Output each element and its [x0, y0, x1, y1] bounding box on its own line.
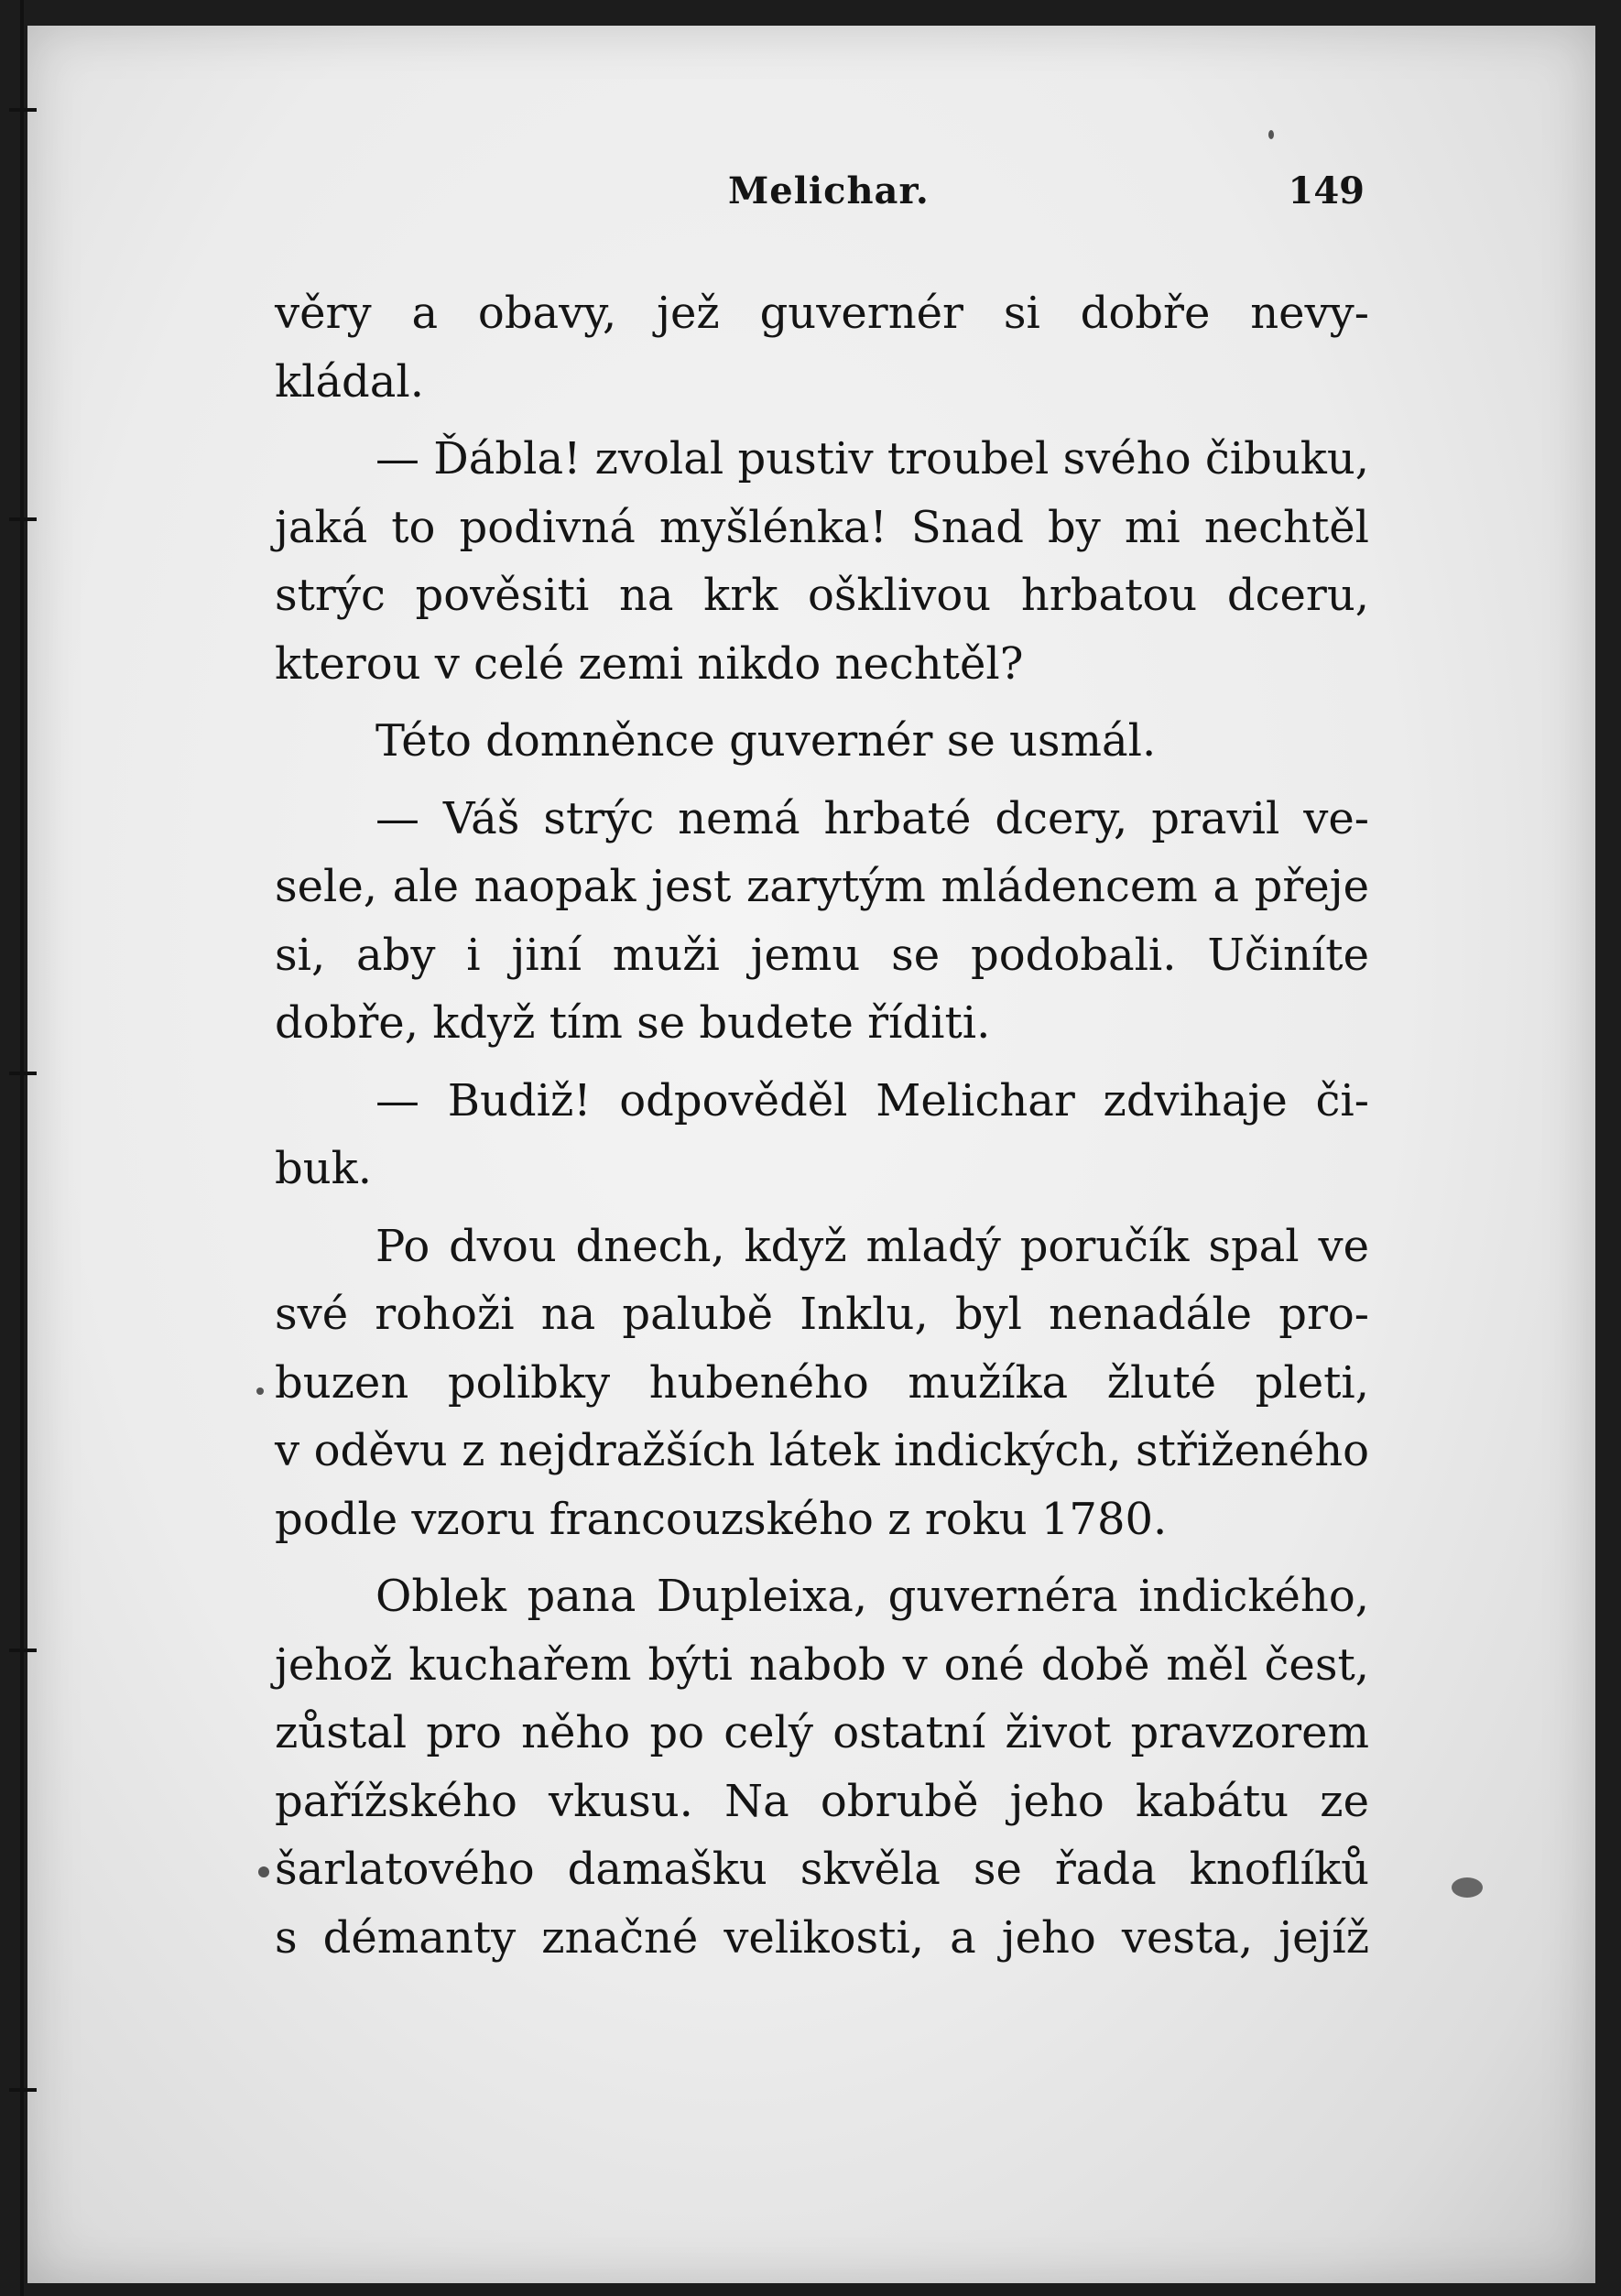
- paragraph: [275, 707, 1369, 776]
- text-line: kterou v celé zemi nikdo nechtěl?: [275, 637, 1024, 690]
- text-line: sele, ale naopak jest zarytým mládencem a přeje: [275, 861, 1369, 912]
- body-text: [275, 279, 1369, 1972]
- text-line: jaká to podivná myšlénka! Snad by mi nechtěl: [275, 501, 1369, 553]
- text-line: podle vzoru francouzského z roku 1780.: [275, 1493, 1168, 1545]
- binding-edge: [20, 0, 24, 2296]
- text-line: Po dvou dnech, když mladý poručík spal ve: [375, 1220, 1369, 1272]
- paper-speck: [1268, 130, 1274, 139]
- paragraph: [275, 425, 1369, 698]
- text-line: Oblek pana Dupleixa, guvernéra indického,: [375, 1571, 1369, 1622]
- text-line: zůstal pro něho po celý ostatní život pravzorem: [275, 1707, 1369, 1758]
- text-line: strýc pověsiti na krk ošklivou hrbatou dceru,: [275, 570, 1369, 621]
- running-title: Melichar.: [728, 169, 930, 212]
- paper-speck: [258, 1866, 269, 1877]
- text-line: dobře, když tím se budete říditi.: [275, 997, 991, 1049]
- text-line: své rohoži na palubě Inklu, byl nenadále pro-: [275, 1289, 1369, 1340]
- paragraph: [275, 1213, 1369, 1554]
- page-header: [275, 169, 1365, 224]
- text-line: — Váš strýc nemá hrbaté dcery, pravil ve-: [375, 792, 1369, 844]
- text-line: — Ďábla! zvolal pustiv troubel svého čibuku,: [375, 433, 1369, 484]
- text-line: šarlatového damašku skvěla se řada knoflíků: [275, 1844, 1369, 1895]
- text-line: buk.: [275, 1143, 372, 1194]
- paragraph: [275, 279, 1369, 416]
- text-line: v oděvu z nejdražších látek indických, střiženého: [275, 1425, 1369, 1476]
- text-line: s démanty značné velikosti, a jeho vesta, jejíž: [275, 1911, 1369, 1964]
- text-line: pařížského vkusu. Na obrubě jeho kabátu ze: [275, 1775, 1369, 1827]
- page-number: 149: [1288, 169, 1365, 212]
- text-line: — Budiž! odpověděl Melichar zdvihaje či-: [375, 1074, 1369, 1126]
- binding-mark: [9, 517, 37, 521]
- text-line: věry a obavy, jež guvernér si dobře nevy-: [275, 288, 1369, 339]
- paragraph: [275, 785, 1369, 1058]
- paragraph: [275, 1067, 1369, 1203]
- text-line: jehož kuchařem býti nabob v oné době měl čest,: [275, 1638, 1369, 1691]
- paper-speck: [256, 1387, 264, 1395]
- text-line: kládal.: [275, 355, 425, 408]
- binding-mark: [9, 2088, 37, 2092]
- binding-mark: [9, 108, 37, 112]
- paragraph: [275, 1562, 1369, 1972]
- text-line: buzen polibky hubeného mužíka žluté pleti,: [275, 1356, 1369, 1409]
- text-line: Této domněnce guvernér se usmál.: [375, 715, 1157, 767]
- binding-mark: [9, 1649, 37, 1652]
- binding-mark: [9, 1072, 37, 1075]
- text-line: si, aby i jiní muži jemu se podobali. Učiníte: [275, 929, 1369, 981]
- paper-speck: [1452, 1877, 1483, 1898]
